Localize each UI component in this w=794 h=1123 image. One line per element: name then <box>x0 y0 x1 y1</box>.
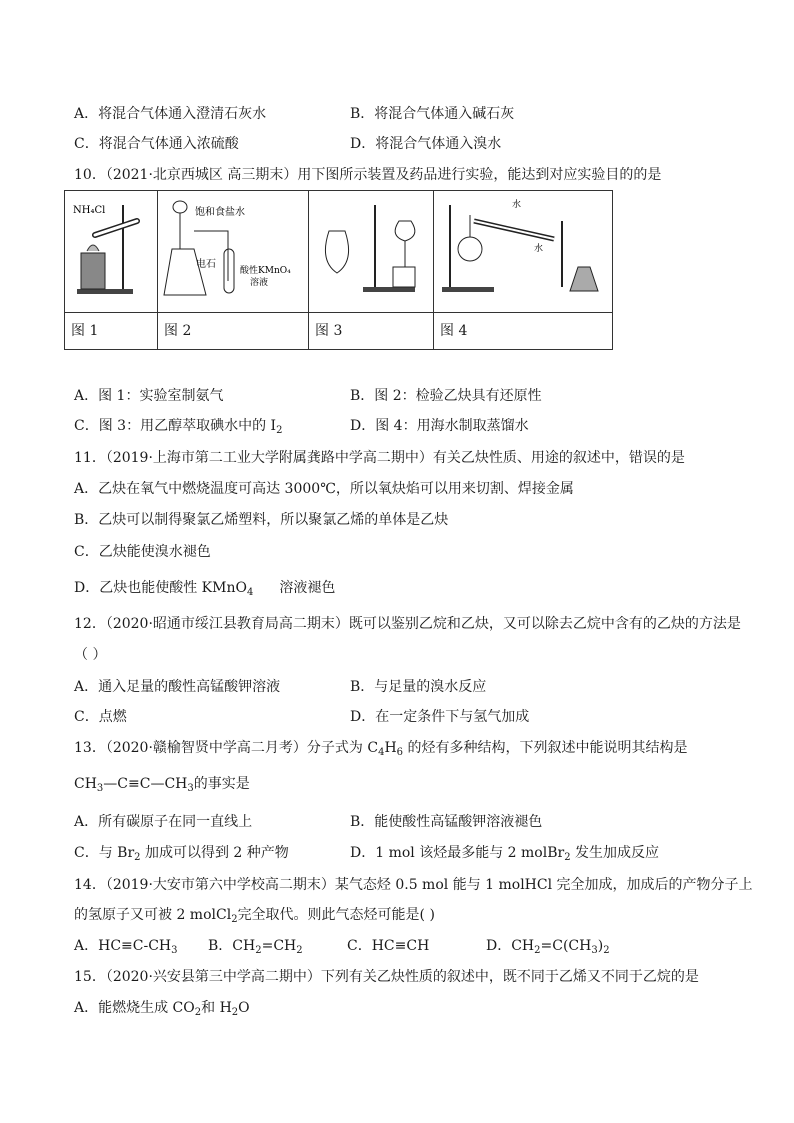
q11-option-d: D．乙炔也能使酸性 KMnO$_4$ 溶液褪色 <box>74 580 336 598</box>
q14-option-b: B．$CH_2=CH_2$ <box>208 938 303 956</box>
q12-option-b: B．与足量的溴水反应 <box>350 679 487 695</box>
fig4-caption: 图 4 <box>434 313 613 350</box>
q9-option-d: D．将混合气体通入溴水 <box>350 136 502 152</box>
q9-option-a: A．将混合气体通入澄清石灰水 <box>74 106 267 122</box>
fig3-apparatus-diagram <box>309 191 433 308</box>
q12-option-a: A．通入足量的酸性高锰酸钾溶液 <box>74 679 281 695</box>
fig4-water-in-label: 水 <box>512 200 522 210</box>
q10-stem: 10．（2021·北京西城区 高三期末）用下图所示装置及药品进行实验，能达到对应实验目的的是 <box>74 167 662 183</box>
q10-option-d: D．图 4：用海水制取蒸馏水 <box>350 418 529 434</box>
q10-figure-table <box>64 190 613 350</box>
q14-stem-line2: 的氢原子又可被 2 molCl$_2$完全取代。则此气态烃可能是( ) <box>74 907 435 925</box>
q10-option-b: B．图 2：检验乙炔具有还原性 <box>350 388 542 404</box>
fig1-cell <box>65 191 158 313</box>
q11-option-a: A．乙炔在氧气中燃烧温度可高达 3000℃，所以氧炔焰可以用来切割、焊接金属 <box>74 481 574 497</box>
fig2-caption: 图 2 <box>158 313 309 350</box>
fig1-caption: 图 1 <box>65 313 158 350</box>
fig4-water-out-label: 水 <box>534 244 544 254</box>
fig4-cell <box>434 191 613 313</box>
fig4-apparatus-diagram <box>434 191 612 308</box>
q13-option-d: D．1 mol 该烃最多能与 2 molBr$_2$ 发生加成反应 <box>350 845 660 863</box>
q15-stem: 15．（2020·兴安县第三中学高二期中）下列有关乙炔性质的叙述中，既不同于乙烯又不同于乙烷的是 <box>74 969 699 985</box>
q14-option-a: A．$HC\equiv C-CH_3$ <box>74 938 178 956</box>
q12-option-c: C．点燃 <box>74 709 127 725</box>
q13-option-a: A．所有碳原子在同一直线上 <box>74 814 253 830</box>
q9-option-b: B．将混合气体通入碱石灰 <box>350 106 515 122</box>
q13-structural-formula: $CH_3—C\equiv C—CH_3$ <box>74 776 194 794</box>
fig3-caption: 图 3 <box>309 313 434 350</box>
fig2-cell <box>158 191 309 313</box>
q13-option-b: B．能使酸性高锰酸钾溶液褪色 <box>350 814 543 830</box>
q11-option-c: C．乙炔能使溴水褪色 <box>74 544 211 560</box>
q15-option-a: A．能燃烧生成 $CO_2$和 $H_2O$ <box>74 1000 250 1018</box>
fig2-solution-label-2: 溶液 <box>250 278 269 288</box>
q13-stem: 13．（2020·赣榆智贤中学高二月考）分子式为 $C_4H_6$ 的烃有多种结构，下列叙述中能说明其结构是 <box>74 740 688 758</box>
q13-formula-line: $CH_3—C\equiv C—CH_3$的事实是 <box>74 776 250 794</box>
q12-stem: 12．（2020·昭通市绥江县教育局高二期末）既可以鉴别乙烷和乙炔，又可以除去乙烷中含有的乙炔的方法是 <box>74 616 741 632</box>
q9-option-c: C．将混合气体通入浓硫酸 <box>74 136 239 152</box>
q10-option-c: C．图 3：用乙醇萃取碘水中的 $I_2$ <box>74 418 283 436</box>
fig2-solid-label: 电石 <box>196 259 216 270</box>
fig2-apparatus-diagram <box>158 191 308 308</box>
q12-answer-blank: （ ） <box>74 647 107 663</box>
fig3-cell <box>309 191 434 313</box>
q11-option-b: B．乙炔可以制得聚氯乙烯塑料，所以聚氯乙烯的单体是乙炔 <box>74 512 449 528</box>
fig1-apparatus-diagram <box>65 191 157 308</box>
q11-stem: 11．（2019·上海市第二工业大学附属龚路中学高二期中）有关乙炔性质、用途的叙述中，错误的是 <box>74 450 685 466</box>
q12-option-d: D．在一定条件下与氢气加成 <box>350 709 530 725</box>
q14-stem-line1: 14．（2019·大安市第六中学校高二期末）某气态烃 0.5 mol 能与 1 molHCl 完全加成，加成后的产物分子上 <box>74 877 753 893</box>
q10-option-a: A．图 1：实验室制氨气 <box>74 388 224 404</box>
q14-option-d: D．$CH_2=C(CH_3)_2$ <box>486 938 610 956</box>
fig1-reagent-label: NH₄Cl <box>73 205 106 216</box>
q13-option-c: C．与 $Br_2$ 加成可以得到 2 种产物 <box>74 845 289 863</box>
fig2-solution-label-1: 酸性KMnO₄ <box>240 266 291 276</box>
fig2-funnel-label: 饱和食盐水 <box>195 207 245 218</box>
q14-option-c: C．HC≡CH <box>347 938 430 954</box>
